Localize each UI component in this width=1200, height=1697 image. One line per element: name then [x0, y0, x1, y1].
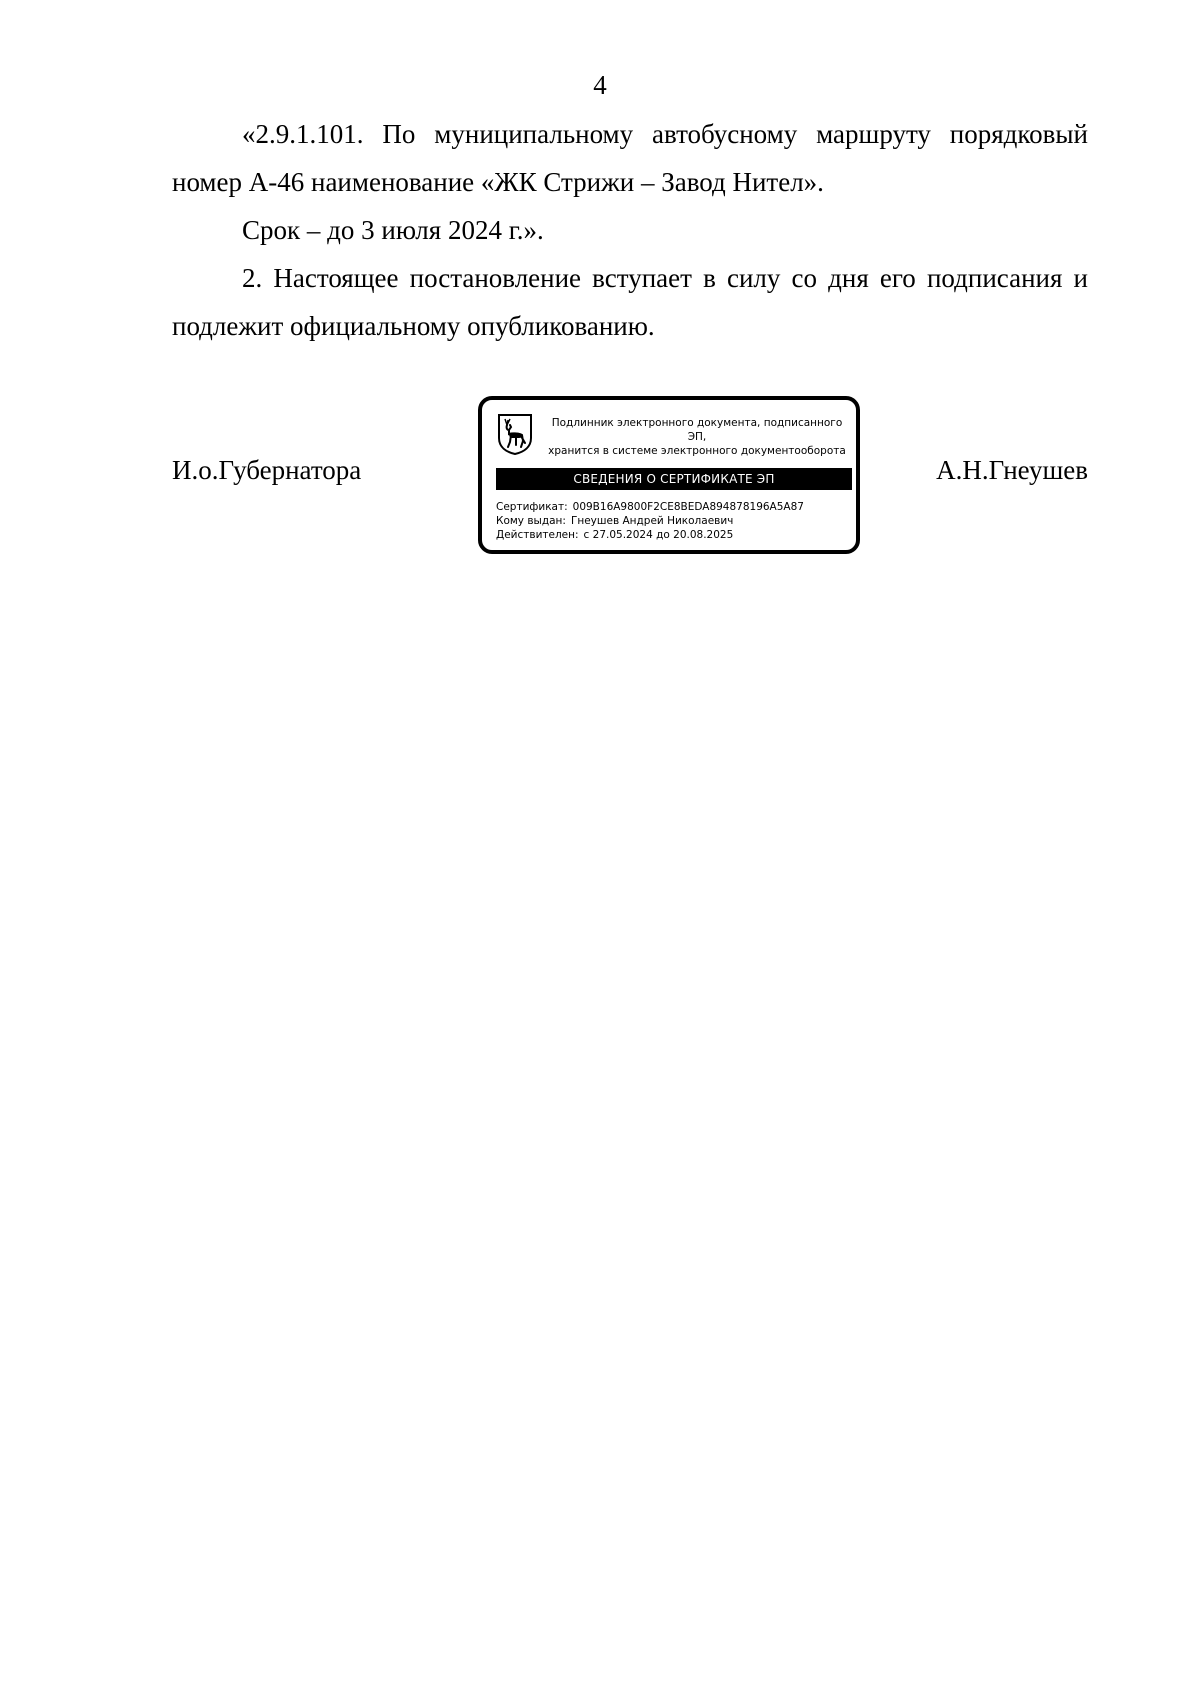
certificate-row — [496, 500, 852, 514]
deer-coat-of-arms-icon — [496, 412, 534, 456]
paragraph-term: Срок – до 3 июля 2024 г.». — [242, 215, 544, 245]
stamp-header-line: хранится в системе электронного документооборота — [548, 445, 846, 457]
certificate-info-title: СВЕДЕНИЯ О СЕРТИФИКАТЕ ЭП — [496, 468, 852, 490]
paragraph-effective-date: 2. Настоящее постановление вступает в силу со дня его подписания и подлежит официальному опубликованию. — [172, 263, 1088, 341]
certificate-value: 009B16A9800F2CE8BEDA894878196A5A87 — [572, 501, 804, 513]
stamp-header — [542, 416, 852, 458]
validity-row — [496, 528, 852, 542]
page-number: 4 — [593, 70, 607, 100]
issued-to-value: Гнеушев Андрей Николаевич — [570, 515, 734, 527]
electronic-signature-stamp — [478, 396, 860, 554]
issued-to-row — [496, 514, 852, 528]
signatory-position: И.о.Губернатора — [172, 455, 362, 485]
validity-label: Действителен: — [496, 529, 579, 541]
signatory-name: А.Н.Гнеушев — [936, 455, 1088, 485]
issued-to-label: Кому выдан: — [496, 515, 566, 527]
validity-value: с 27.05.2024 до 20.08.2025 — [583, 529, 734, 541]
paragraph-route-item: «2.9.1.101. По муниципальному автобусному маршруту порядковый номер А-46 наименование «ЖК Стрижи – Завод Нител». — [172, 119, 1088, 197]
certificate-label: Сертификат: — [496, 501, 568, 513]
certificate-details — [496, 500, 852, 542]
stamp-header-line: Подлинник электронного документа, подписанного ЭП, — [551, 417, 843, 443]
